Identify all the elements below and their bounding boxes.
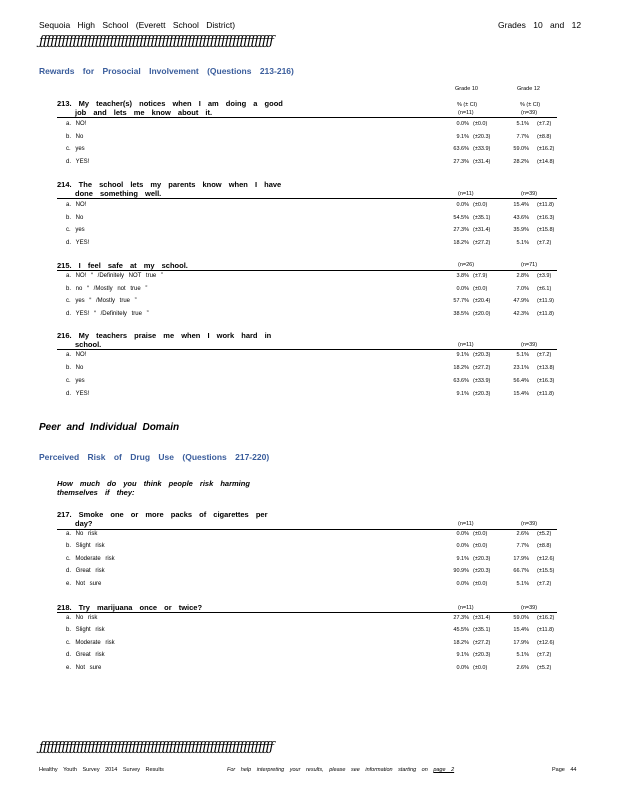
q218-n10: (n=11): [458, 605, 474, 611]
grade10-percent: 0.0%: [456, 580, 469, 587]
grade10-percent: 0.0%: [456, 531, 469, 537]
grade10-ci: (±0.0): [473, 285, 488, 292]
grade10-percent: 27.3%: [453, 227, 469, 234]
grade12-ci: (±16.3): [537, 378, 555, 384]
answer-option-label: b. No: [66, 365, 84, 371]
grade12-ci: (±11.8): [537, 627, 554, 634]
grade12-percent: 2.6%: [516, 664, 529, 671]
grade12-percent: 35.9%: [513, 227, 529, 234]
grade10-ci: (±20.3): [473, 133, 491, 140]
q216-text-1: 216. My teachers praise me when I work hard in: [57, 331, 272, 340]
grade10-ci: (±20.3): [473, 352, 491, 358]
grade12-percent: 5.1%: [516, 239, 529, 246]
grade10-ci: (±0.0): [473, 121, 488, 127]
grade12-percent: 15.4%: [513, 391, 529, 397]
grade10-percent: 90.9%: [453, 568, 469, 575]
grade10-ci: (±27.2): [473, 239, 491, 246]
grade12-ci: (±7.2): [537, 652, 552, 659]
grade12-ci: (±15.8): [537, 227, 555, 234]
grade12-percent: 17.9%: [513, 555, 529, 562]
grade12-ci: (±12.6): [537, 639, 555, 646]
answer-option-label: d. YES!: [66, 391, 90, 397]
q218-rule: [57, 612, 557, 613]
grade10-percent: 57.7%: [453, 298, 469, 305]
grade10-percent: 38.5%: [453, 310, 469, 317]
grade12-percent: 17.9%: [513, 639, 529, 646]
col-grade10: Grade 10: [455, 86, 478, 92]
q214-rule: [57, 198, 557, 199]
answer-option-label: b. No: [66, 133, 84, 140]
q213-text-1: 213. My teacher(s) notices when I am doing a good: [57, 99, 283, 108]
q216-text-2: school.: [75, 340, 102, 349]
q218-text-1: 218. Try marijuana once or twice?: [57, 603, 203, 612]
q217-text-2: day?: [75, 519, 93, 528]
grade12-percent: 7.7%: [516, 133, 529, 140]
answer-option-label: d. Great risk: [66, 652, 105, 659]
grade10-ci: (±20.0): [473, 310, 491, 317]
grade12-ci: (±16.2): [537, 146, 555, 153]
footer-help: [227, 767, 454, 773]
grade10-ci: (±27.2): [473, 365, 491, 371]
grade12-percent: 7.0%: [516, 285, 529, 292]
grade10-ci: (±20.3): [473, 391, 491, 397]
q217-n12: (n=39): [521, 521, 538, 527]
grade12-ci: (±7.2): [537, 352, 552, 358]
q214-text-2: done something well.: [75, 189, 162, 198]
grade10-ci: (±35.1): [473, 627, 491, 634]
grade12-percent: 5.1%: [516, 652, 529, 659]
grade12-ci: (±11.8): [537, 202, 554, 208]
answer-option-label: a. NO!: [66, 121, 87, 127]
section-title-risk: Perceived Risk of Drug Use (Questions 217-220): [39, 452, 270, 462]
grade10-ci: (±31.4): [473, 158, 491, 165]
answer-option-label: a. NO!: [66, 202, 87, 208]
grade12-percent: 15.4%: [513, 202, 529, 208]
q214-text-1: 214. The school lets my parents know when I have: [57, 180, 282, 189]
grade10-ci: (±33.9): [473, 378, 491, 384]
grade12-ci: (±11.8): [537, 310, 554, 317]
grade12-ci: (±11.9): [537, 298, 554, 305]
grade10-ci: (±27.2): [473, 639, 491, 646]
q215-rule: [57, 270, 557, 271]
grade10-percent: 63.6%: [453, 146, 469, 153]
q217-rule: [57, 529, 557, 530]
q216-n10: (n=11): [458, 342, 474, 348]
footer-page-number: Page 44: [552, 767, 577, 773]
grade12-percent: 7.7%: [516, 543, 529, 550]
q217-n10: (n=11): [458, 521, 474, 527]
grade12-percent: 2.8%: [516, 273, 529, 279]
grade10-ci: (±0.0): [473, 664, 488, 671]
grade12-percent: 28.2%: [513, 158, 529, 165]
grade10-percent: 54.5%: [453, 214, 469, 221]
grade12-percent: 23.1%: [513, 365, 529, 371]
q218-n12: (n=39): [521, 605, 538, 611]
answer-option-label: d. YES!: [66, 158, 90, 165]
grade12-ci: (±7.2): [537, 121, 552, 127]
grade12-percent: 56.4%: [513, 378, 529, 384]
grade10-ci: (±20.4): [473, 298, 491, 305]
grade10-percent: 9.1%: [456, 652, 469, 659]
grade10-percent: 0.0%: [456, 543, 469, 550]
grade10-percent: 0.0%: [456, 121, 469, 127]
q217-text-1: 217. Smoke one or more packs of cigarettes per: [57, 510, 268, 519]
grade10-ci: (±33.9): [473, 146, 491, 153]
domain-title: Peer and Individual Domain: [39, 422, 180, 433]
grade12-percent: 59.0%: [513, 615, 529, 621]
grade10-percent: 9.1%: [456, 133, 469, 140]
grade12-percent: 2.6%: [516, 531, 529, 537]
grade12-percent: 59.0%: [513, 146, 529, 153]
grade12-percent: 5.1%: [516, 352, 529, 358]
grade10-ci: (±0.0): [473, 580, 488, 587]
grade12-ci: (±11.8): [537, 391, 554, 397]
answer-option-label: c. Moderate risk: [66, 639, 115, 646]
stem-text-2: themselves if they:: [57, 488, 135, 497]
stem-text-1: How much do you think people risk harming: [57, 479, 250, 488]
grade10-percent: 18.2%: [453, 639, 469, 646]
grade10-ci: (±7.9): [473, 273, 488, 279]
grade12-ci: (±6.1): [537, 285, 552, 292]
grade12-percent: 66.7%: [513, 568, 529, 575]
q213-n10: (n=11): [458, 110, 474, 116]
grade10-ci: (±0.0): [473, 531, 488, 537]
grade12-ci: (±16.2): [537, 615, 555, 621]
grade10-ci: (±31.4): [473, 227, 491, 234]
grade12-percent: 5.1%: [516, 121, 529, 127]
grade10-percent: 0.0%: [456, 285, 469, 292]
answer-option-label: b. Slight risk: [66, 627, 105, 634]
q215-n10: (n=26): [458, 262, 475, 268]
grade10-percent: 18.2%: [453, 239, 469, 246]
footer-survey: Healthy Youth Survey 2014 Survey Results: [39, 767, 164, 773]
grade12-percent: 47.9%: [513, 298, 529, 305]
col-pct10: % (± CI): [457, 102, 478, 108]
answer-option-label: c. yes “ /Mostly true ”: [66, 298, 137, 305]
answer-option-label: c. yes: [66, 378, 85, 384]
col-pct12: % (± CI): [520, 102, 541, 108]
grade10-percent: 9.1%: [456, 555, 469, 562]
grade12-ci: (±5.2): [537, 664, 552, 671]
answer-option-label: a. No risk: [66, 531, 98, 537]
answer-option-label: e. Not sure: [66, 580, 102, 587]
grade12-percent: 43.6%: [513, 214, 529, 221]
q215-n12: (n=71): [521, 262, 538, 268]
grade10-ci: (±20.3): [473, 568, 491, 575]
grade10-percent: 27.3%: [453, 158, 469, 165]
answer-option-label: e. Not sure: [66, 664, 102, 671]
q216-rule: [57, 349, 557, 350]
q216-n12: (n=39): [521, 342, 538, 348]
grade10-ci: (±20.3): [473, 555, 491, 562]
grade12-ci: (±16.3): [537, 214, 555, 221]
grade10-percent: 45.5%: [453, 627, 469, 634]
grade10-ci: (±31.4): [473, 615, 491, 621]
grade10-percent: 27.3%: [453, 615, 469, 621]
answer-option-label: a. NO! “ /Definitely NOT true ”: [66, 273, 163, 279]
grade12-percent: 15.4%: [513, 627, 529, 634]
col-grade12: Grade 12: [517, 86, 540, 92]
grade10-percent: 9.1%: [456, 391, 469, 397]
answer-option-label: d. YES!: [66, 239, 90, 246]
answer-option-label: a. No risk: [66, 615, 98, 621]
q214-n10: (n=11): [458, 191, 474, 197]
answer-option-label: c. yes: [66, 227, 85, 234]
answer-option-label: b. No: [66, 214, 84, 221]
section-title-rewards: Rewards for Prosocial Involvement (Questions 213-216): [39, 66, 294, 76]
grade12-ci: (±5.2): [537, 531, 552, 537]
grade12-ci: (±7.2): [537, 580, 552, 587]
q213-text-2: job and lets me know about it.: [75, 108, 213, 117]
footer-help-text: For help interpreting your results, please see information starting on: [227, 767, 428, 773]
grade10-percent: 3.8%: [456, 273, 469, 279]
grade12-ci: (±15.5): [537, 568, 555, 575]
grade12-percent: 42.3%: [513, 310, 529, 317]
grade10-percent: 9.1%: [456, 352, 469, 358]
grade10-ci: (±35.1): [473, 214, 491, 221]
grade12-ci: (±13.8): [537, 365, 555, 371]
grade10-percent: 0.0%: [456, 664, 469, 671]
q215-text-1: 215. I feel safe at my school.: [57, 261, 188, 270]
grade12-ci: (±3.9): [537, 273, 552, 279]
grade10-percent: 63.6%: [453, 378, 469, 384]
grade10-ci: (±0.0): [473, 543, 488, 550]
top-divider: ƒƒƒƒƒƒƒƒƒƒƒƒƒƒƒƒƒƒƒƒƒƒƒƒƒƒƒƒƒƒƒƒƒƒƒƒƒƒƒƒƒƒƒƒƒƒƒƒƒƒƒƒƒƒƒƒƒƒƒƒƒƒƒ: [39, 34, 273, 49]
grades-label: Grades 10 and 12: [498, 20, 582, 30]
footer-page-link[interactable]: page 2: [433, 767, 455, 773]
grade10-percent: 0.0%: [456, 202, 469, 208]
answer-option-label: b. no “ /Mostly not true ”: [66, 285, 148, 292]
grade12-percent: 5.1%: [516, 580, 529, 587]
answer-option-label: d. YES! “ /Definitely true ”: [66, 310, 149, 317]
grade12-ci: (±14.8): [537, 158, 555, 165]
answer-option-label: b. Slight risk: [66, 543, 105, 550]
bottom-divider: ƒƒƒƒƒƒƒƒƒƒƒƒƒƒƒƒƒƒƒƒƒƒƒƒƒƒƒƒƒƒƒƒƒƒƒƒƒƒƒƒƒƒƒƒƒƒƒƒƒƒƒƒƒƒƒƒƒƒƒƒƒƒƒ: [39, 740, 273, 755]
school-name: Sequoia High School (Everett School District): [39, 20, 236, 30]
grade10-percent: 18.2%: [453, 365, 469, 371]
q214-n12: (n=39): [521, 191, 538, 197]
grade10-ci: (±0.0): [473, 202, 488, 208]
answer-option-label: d. Great risk: [66, 568, 105, 575]
q213-rule: [57, 117, 557, 118]
q213-n12: (n=39): [521, 110, 538, 116]
answer-option-label: c. Moderate risk: [66, 555, 115, 562]
grade12-ci: (±12.6): [537, 555, 555, 562]
answer-option-label: a. NO!: [66, 352, 87, 358]
grade12-ci: (±8.8): [537, 133, 552, 140]
grade10-ci: (±20.3): [473, 652, 491, 659]
answer-option-label: c. yes: [66, 146, 85, 153]
grade12-ci: (±7.2): [537, 239, 552, 246]
grade12-ci: (±8.8): [537, 543, 552, 550]
